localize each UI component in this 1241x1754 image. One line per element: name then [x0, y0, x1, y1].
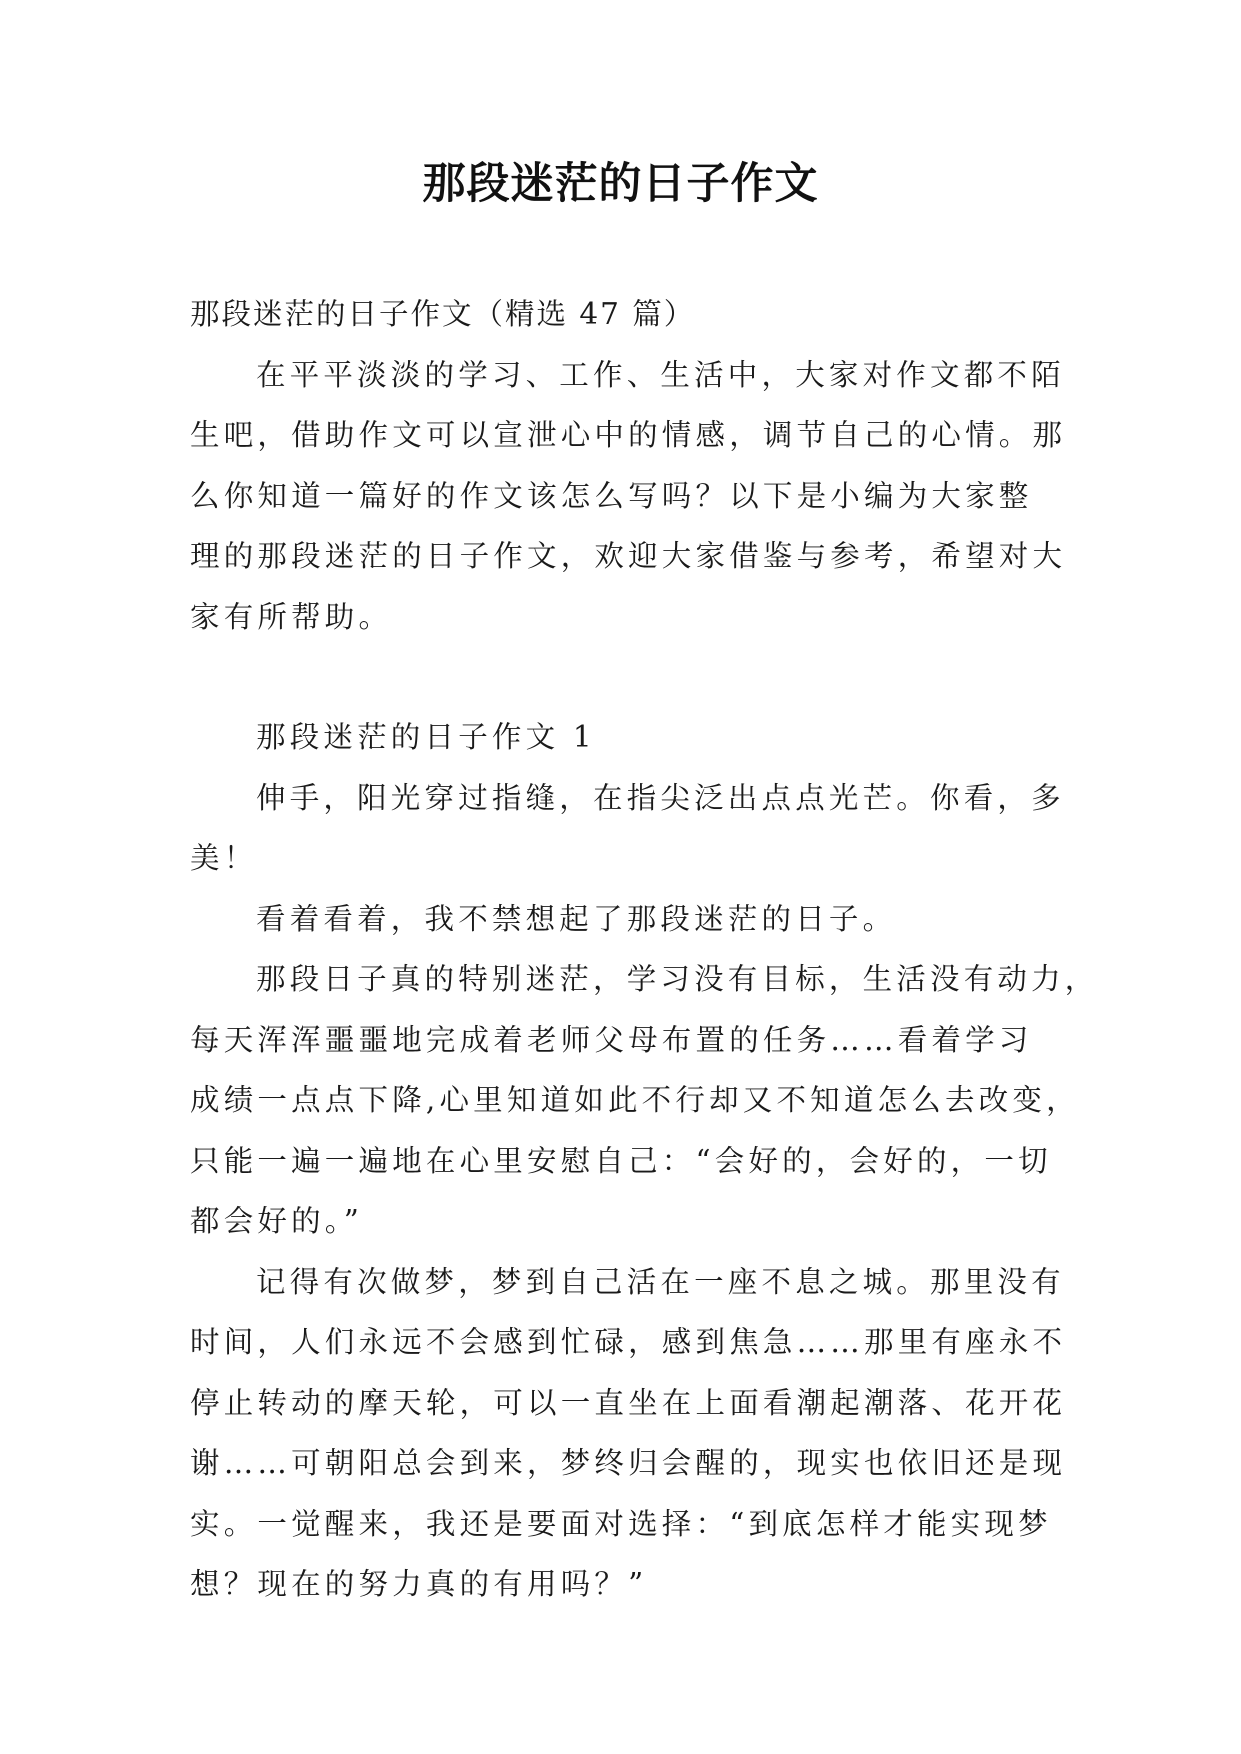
- document-subtitle: 那段迷茫的日子作文（精选 47 篇）: [190, 297, 696, 331]
- text-line: 伸手，阳光穿过指缝，在指尖泛出点点光芒。你看，多: [256, 780, 1065, 815]
- paragraph: [190, 1252, 1067, 1615]
- document-body: [190, 284, 1099, 1615]
- text-line: 生吧，借助作文可以宣泄心中的情感，调节自己的心情。那: [190, 418, 1067, 452]
- text-line: 都会好的。”: [190, 1204, 364, 1238]
- text-line: 成绩一点点下降,心里知道如此不行却又不知道怎么去改变，: [190, 1083, 1080, 1117]
- text-line: 想？现在的努力真的有用吗？”: [190, 1567, 648, 1601]
- text-line: 么你知道一篇好的作文该怎么写吗？以下是小编为大家整: [190, 478, 1033, 513]
- document-title: 那段迷茫的日子作文: [422, 159, 819, 209]
- text-line: 那段日子真的特别迷茫，学习没有目标，生活没有动力，: [256, 962, 1099, 996]
- intro-paragraph: [190, 345, 1067, 648]
- paragraph: [190, 949, 1099, 1252]
- text-line: 记得有次做梦，梦到自己活在一座不息之城。那里没有: [256, 1264, 1065, 1299]
- text-line: 家有所帮助。: [190, 599, 393, 634]
- text-line: 实。一觉醒来，我还是要面对选择：“到底怎样才能实现梦: [190, 1506, 1052, 1541]
- text-line: 时间，人们永远不会感到忙碌，感到焦急……那里有座永不: [190, 1325, 1067, 1359]
- text-line: 理的那段迷茫的日子作文，欢迎大家借鉴与参考，希望对大: [190, 539, 1067, 573]
- text-line: 看着看着，我不禁想起了那段迷茫的日子。: [256, 901, 897, 936]
- paragraph: [190, 889, 1054, 950]
- section-heading: 那段迷茫的日子作文 1: [256, 720, 596, 754]
- paragraph-gap: [190, 647, 1054, 707]
- text-line: 每天浑浑噩噩地完成着老师父母布置的任务……看着学习: [190, 1022, 1033, 1057]
- text-line: 只能一遍一遍地在心里安慰自己：“会好的，会好的，一切: [190, 1143, 1052, 1178]
- text-line: 在平平淡淡的学习、工作、生活中，大家对作文都不陌: [256, 357, 1065, 392]
- paragraph: [190, 768, 1065, 889]
- text-line: 谢……可朝阳总会到来，梦终归会醒的，现实也依旧还是现: [190, 1446, 1067, 1480]
- text-line: 美！: [190, 841, 258, 875]
- text-line: 停止转动的摩天轮，可以一直坐在上面看潮起潮落、花开花: [190, 1385, 1067, 1420]
